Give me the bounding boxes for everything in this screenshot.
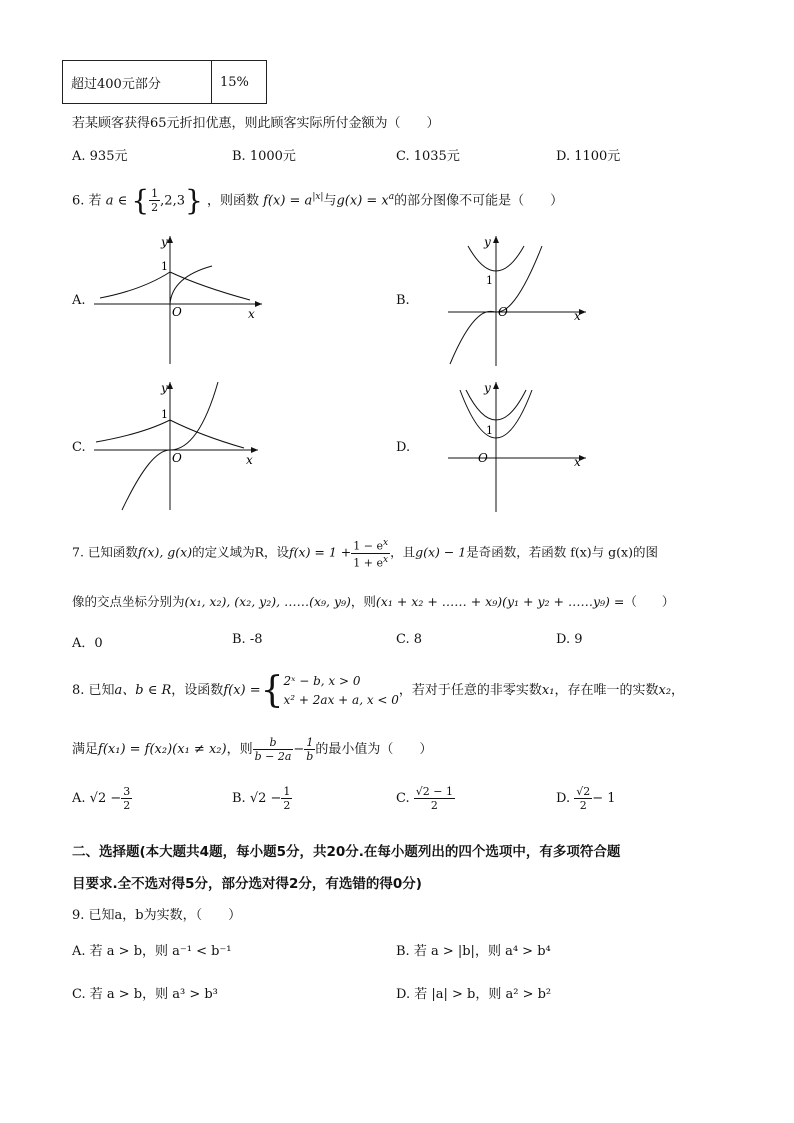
q7-option-c: C. 8 bbox=[396, 632, 423, 647]
q7-expression: (x₁ + x₂ + …… + x₉)(y₁ + y₂ + ……y₉) = bbox=[375, 594, 625, 609]
q6-set-rest: ,2,3 bbox=[160, 193, 185, 209]
q8-fx: f(x) = bbox=[223, 683, 261, 698]
graph-b bbox=[446, 232, 596, 367]
q7-and: ，且 bbox=[390, 544, 416, 560]
q8-x2: x₂ bbox=[658, 683, 672, 698]
graph-a-power-curve bbox=[170, 266, 212, 304]
q6-label-a: A. bbox=[72, 293, 86, 308]
graph-a-one: 1 bbox=[161, 260, 168, 273]
graph-c-x-label: x bbox=[246, 453, 253, 467]
q8-intro: 8. 已知 bbox=[72, 683, 115, 698]
graph-c-y-arrow bbox=[167, 382, 173, 389]
q8-x1: x₁ bbox=[541, 683, 555, 698]
graph-d-y-label: y bbox=[484, 381, 491, 395]
q7-option-b: B. -8 bbox=[232, 632, 263, 647]
q6-abs-exponent: |x| bbox=[312, 192, 324, 202]
graph-a-exp-curve bbox=[100, 272, 250, 300]
q6-set-fraction: $\frac{1}{2}$ bbox=[151, 187, 159, 215]
q7-then: ，则 bbox=[350, 594, 376, 609]
q7-intro: 7. 已知函数 bbox=[72, 544, 138, 560]
q8-line1 bbox=[72, 672, 684, 710]
q7-line2 bbox=[72, 592, 674, 610]
graph-b-origin: O bbox=[498, 305, 508, 319]
q5-stem: 若某顾客获得65元折扣优惠，则此顾客实际所付金额为（ ） bbox=[72, 116, 440, 131]
q7-fg: f(x), g(x) bbox=[137, 544, 193, 560]
q5-option-a: A. 935元 bbox=[72, 149, 128, 164]
q6-number: 6. 若 bbox=[72, 193, 102, 209]
q8-case2: x² + 2ax + a, x < 0 bbox=[283, 693, 399, 707]
graph-a-x-arrow bbox=[255, 301, 262, 307]
q6-exponent-a: a bbox=[388, 192, 395, 202]
q5-option-b: B. 1000元 bbox=[232, 149, 296, 164]
graph-b-one: 1 bbox=[486, 274, 493, 287]
graph-b-y-arrow bbox=[493, 236, 499, 243]
q7-blank: （ ） bbox=[624, 594, 675, 609]
graph-c-y-label: y bbox=[161, 381, 168, 395]
q6-text3: 的部分图像不可能是（ ） bbox=[394, 193, 564, 209]
q8-case-brace: { bbox=[260, 670, 284, 711]
graph-c-one: 1 bbox=[161, 408, 168, 421]
q9-option-a: A. 若 a > b，则 a⁻¹ < b⁻¹ bbox=[72, 944, 232, 959]
q6-gx: g(x) = x bbox=[336, 193, 389, 209]
q8-fraction2: $\frac{1}{b}$ bbox=[306, 736, 314, 763]
q8-option-a: A. √2 − $\frac{3}{2}$ bbox=[72, 785, 131, 812]
q8-case1: 2ˣ − b, x > 0 bbox=[283, 674, 361, 688]
q7-points: (x₁, x₂), (x₂, y₂), ……(x₉, y₉) bbox=[184, 594, 351, 609]
graph-a-origin: O bbox=[172, 305, 182, 319]
q8-satisfy: 满足 bbox=[72, 742, 99, 757]
graph-d bbox=[446, 378, 596, 513]
q7-line1-end: 是奇函数，若函数 f(x)与 g(x)的图 bbox=[466, 544, 658, 560]
q6-fx: f(x) = a bbox=[263, 193, 313, 209]
q9-option-c: C. 若 a > b，则 a³ > b³ bbox=[72, 987, 218, 1002]
q8-ab: a、b ∈ R bbox=[114, 683, 172, 698]
q6-left-brace: { bbox=[131, 183, 150, 217]
graph-a-y-label: y bbox=[161, 235, 168, 249]
q6-var-a: a bbox=[105, 193, 114, 209]
graph-b-x-label: x bbox=[574, 309, 581, 323]
graph-d-x-label: x bbox=[574, 455, 581, 469]
q7-option-d: D. 9 bbox=[556, 632, 583, 647]
section2-heading-line2: 目要求.全不选对得5分，部分选对得2分，有选错的得0分) bbox=[72, 876, 422, 892]
q8-line2 bbox=[72, 735, 432, 765]
q7-line1 bbox=[72, 537, 658, 569]
q8-condition: f(x₁) = f(x₂)(x₁ ≠ x₂) bbox=[98, 742, 227, 757]
q8-text3: ，存在唯一的实数 bbox=[554, 683, 659, 698]
q9-option-d: D. 若 |a| > b，则 a² > b² bbox=[396, 987, 552, 1002]
graph-d-origin: O bbox=[478, 451, 488, 465]
q6-label-d: D. bbox=[396, 440, 411, 455]
section2-heading-line1: 二、选择题(本大题共4题，每小题5分，共20分.在每小题列出的四个选项中，有多项符合题 bbox=[72, 844, 621, 860]
q8-minus: − bbox=[293, 742, 305, 757]
table-cell-rate: 15% bbox=[212, 61, 267, 104]
q8-line2-end: 的最小值为（ ） bbox=[315, 742, 433, 757]
q8-then: ，则 bbox=[226, 742, 253, 757]
q5-option-c: C. 1035元 bbox=[396, 149, 460, 164]
q7-fdef: f(x) = 1 + bbox=[289, 544, 352, 560]
q6-label-b: B. bbox=[396, 293, 410, 308]
q6-label-c: C. bbox=[72, 440, 86, 455]
q8-option-d: D. $\frac{√2}{2}$ − 1 bbox=[556, 785, 616, 812]
q5-option-d: D. 1100元 bbox=[556, 149, 621, 164]
q8-text4: ， bbox=[671, 683, 685, 698]
table-row bbox=[63, 61, 267, 104]
graph-b-y-label: y bbox=[484, 235, 491, 249]
q8-text1: ，设函数 bbox=[171, 683, 224, 698]
graph-d-y-arrow bbox=[493, 382, 499, 389]
graph-a-y-arrow bbox=[167, 236, 173, 243]
q6-text2: 与 bbox=[323, 193, 337, 209]
q7-option-a: A．0 bbox=[72, 636, 103, 651]
q6-in-symbol: ∈ bbox=[113, 193, 132, 209]
table-cell-range: 超过400元部分 bbox=[63, 61, 212, 104]
graph-c bbox=[92, 378, 272, 513]
graph-d-one: 1 bbox=[486, 424, 493, 437]
q8-fraction1: $\frac{b}{b - 2a}$ bbox=[254, 736, 292, 763]
q9-option-b: B. 若 a > |b|，则 a⁴ > b⁴ bbox=[396, 944, 551, 959]
graph-a-x-label: x bbox=[248, 307, 255, 321]
q6-right-brace: } bbox=[184, 183, 203, 217]
q6-stem bbox=[72, 182, 563, 216]
graph-a bbox=[92, 232, 272, 367]
graph-c-origin: O bbox=[172, 451, 182, 465]
q8-text2: ，若对于任意的非零实数 bbox=[398, 683, 542, 698]
q6-text1: ，则函数 bbox=[206, 193, 259, 209]
q7-domain: 的定义域为R，设 bbox=[192, 544, 290, 560]
q8-cases bbox=[284, 672, 399, 710]
discount-table bbox=[62, 60, 267, 104]
q7-line2-start: 像的交点坐标分别为 bbox=[72, 594, 185, 609]
q9-stem: 9. 已知a，b为实数，（ ） bbox=[72, 908, 242, 923]
q8-option-b: B. √2 − $\frac{1}{2}$ bbox=[232, 785, 291, 812]
q8-option-c: C. $\frac{√2 - 1}{2}$ bbox=[396, 785, 453, 812]
q7-fraction: $\frac{1 - e^x}{1 + e^x}$ bbox=[353, 538, 389, 570]
q7-g-minus-one: g(x) − 1 bbox=[415, 544, 467, 560]
